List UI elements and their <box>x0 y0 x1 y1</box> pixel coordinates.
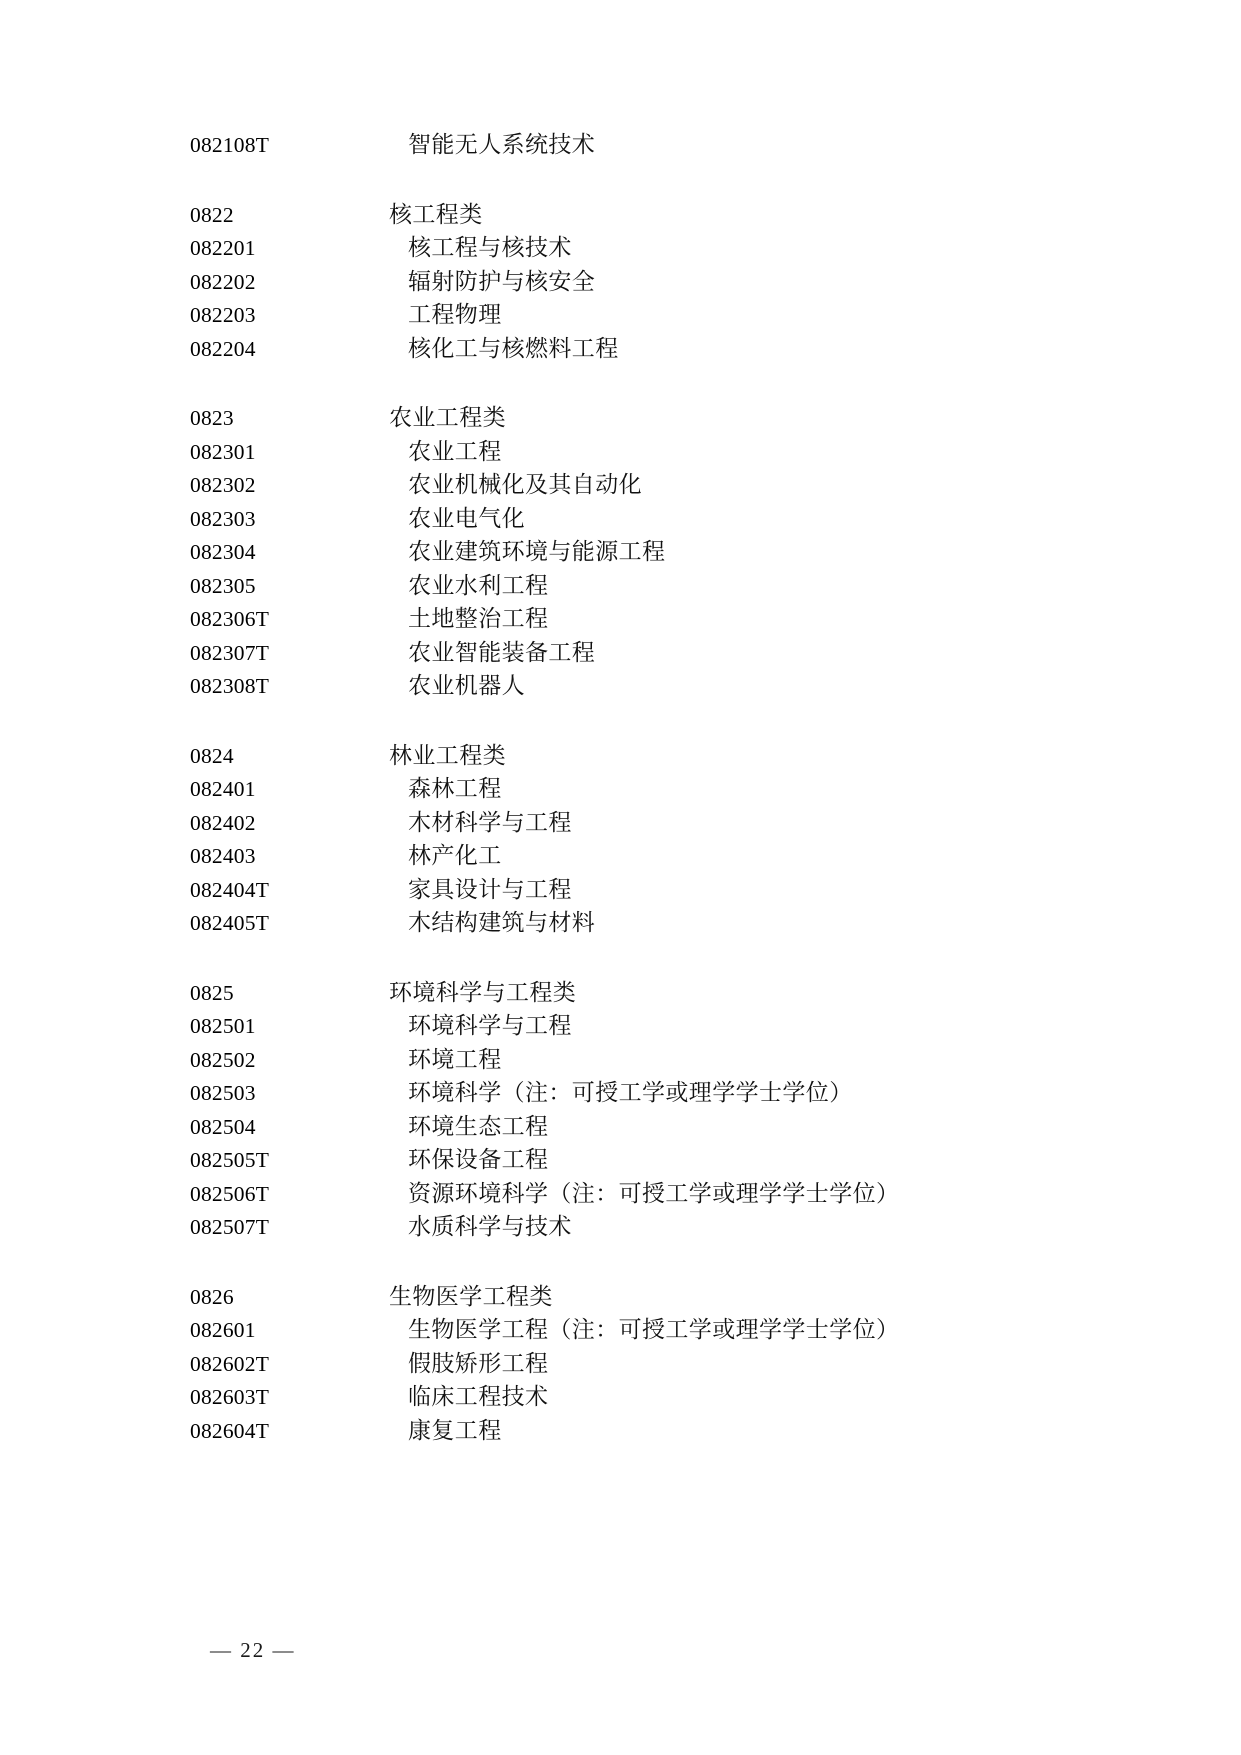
major-code: 082307T <box>190 640 270 665</box>
major-name: 农业机械化及其自动化 <box>408 472 642 498</box>
major-category-group <box>190 126 1090 160</box>
category-row <box>190 737 1090 771</box>
major-row <box>190 533 1090 567</box>
major-row <box>190 871 1090 905</box>
major-code: 082306T <box>190 607 270 631</box>
major-name: 森林工程 <box>408 776 502 802</box>
major-code: 082602T <box>190 1351 270 1376</box>
major-category-group <box>190 737 1090 938</box>
major-name: 林产化工 <box>408 843 502 869</box>
major-name: 农业智能装备工程 <box>408 639 596 666</box>
major-name: 环境科学与工程 <box>408 1013 572 1039</box>
major-code: 082504 <box>190 1114 256 1139</box>
major-category-group <box>190 196 1090 364</box>
major-row <box>190 837 1090 871</box>
major-category-group <box>190 1278 1090 1446</box>
major-name: 土地整治工程 <box>408 606 549 632</box>
major-row <box>190 1007 1090 1041</box>
major-row <box>190 433 1090 467</box>
category-code: 0822 <box>190 202 234 227</box>
major-code: 082501 <box>190 1014 256 1038</box>
major-row <box>190 229 1090 263</box>
major-name: 假肢矫形工程 <box>408 1350 549 1377</box>
major-name: 生物医学工程（注：可授工学或理学学士学位） <box>408 1317 900 1343</box>
major-row <box>190 600 1090 634</box>
major-name: 环保设备工程 <box>408 1147 549 1173</box>
major-row <box>190 1074 1090 1108</box>
major-row <box>190 1345 1090 1379</box>
major-name: 康复工程 <box>408 1417 502 1444</box>
major-row <box>190 466 1090 500</box>
major-name: 环境科学（注：可授工学或理学学士学位） <box>408 1080 853 1106</box>
major-code: 082201 <box>190 236 256 260</box>
major-code: 082308T <box>190 674 270 698</box>
major-row <box>190 567 1090 601</box>
major-row <box>190 126 1090 160</box>
major-code: 082603T <box>190 1385 270 1409</box>
major-name: 环境工程 <box>408 1046 502 1073</box>
major-code: 082506T <box>190 1181 270 1206</box>
major-code: 082507T <box>190 1215 270 1239</box>
page-footer <box>190 1638 1090 1663</box>
major-row <box>190 904 1090 938</box>
major-name: 智能无人系统技术 <box>408 132 596 158</box>
major-name: 资源环境科学（注：可授工学或理学学士学位） <box>408 1180 900 1207</box>
major-name: 农业电气化 <box>408 505 525 532</box>
category-code: 0824 <box>190 743 234 768</box>
major-name: 水质科学与技术 <box>408 1214 572 1240</box>
major-row <box>190 1041 1090 1075</box>
major-name: 农业建筑环境与能源工程 <box>408 539 666 565</box>
major-code: 082503 <box>190 1081 256 1105</box>
category-row <box>190 1278 1090 1312</box>
major-code: 082604T <box>190 1418 270 1443</box>
major-code: 082302 <box>190 473 256 497</box>
major-code: 082203 <box>190 303 256 327</box>
major-row <box>190 296 1090 330</box>
major-name: 工程物理 <box>408 302 502 328</box>
category-code: 0825 <box>190 980 234 1005</box>
major-row <box>190 1378 1090 1412</box>
page-number: — 22 — <box>210 1638 296 1662</box>
category-code: 0826 <box>190 1284 234 1309</box>
major-row <box>190 1208 1090 1242</box>
major-catalog-list <box>190 126 1090 1445</box>
major-row <box>190 634 1090 668</box>
major-code: 082204 <box>190 336 256 361</box>
major-name: 农业水利工程 <box>408 572 549 599</box>
major-row <box>190 263 1090 297</box>
major-row <box>190 1108 1090 1142</box>
major-name: 临床工程技术 <box>408 1384 549 1410</box>
major-code: 082403 <box>190 844 256 868</box>
major-code: 082402 <box>190 810 256 835</box>
major-code: 082601 <box>190 1318 256 1342</box>
major-code: 082303 <box>190 506 256 531</box>
major-name: 家具设计与工程 <box>408 876 572 903</box>
major-row <box>190 1141 1090 1175</box>
major-row <box>190 1311 1090 1345</box>
major-code: 082401 <box>190 777 256 801</box>
category-name: 生物医学工程类 <box>389 1283 553 1310</box>
major-name: 环境生态工程 <box>408 1113 549 1140</box>
major-name: 木结构建筑与材料 <box>408 910 596 936</box>
major-row <box>190 330 1090 364</box>
category-name: 环境科学与工程类 <box>389 979 577 1006</box>
major-name: 辐射防护与核安全 <box>408 268 596 295</box>
category-name: 核工程类 <box>389 201 483 228</box>
major-row <box>190 500 1090 534</box>
category-name: 农业工程类 <box>389 405 506 431</box>
category-row <box>190 196 1090 230</box>
major-name: 核工程与核技术 <box>408 235 572 261</box>
major-row <box>190 770 1090 804</box>
major-name: 木材科学与工程 <box>408 809 572 836</box>
major-code: 082505T <box>190 1148 270 1172</box>
major-row <box>190 1175 1090 1209</box>
major-row <box>190 667 1090 701</box>
category-row <box>190 399 1090 433</box>
major-name: 核化工与核燃料工程 <box>408 335 619 362</box>
major-code: 082301 <box>190 439 256 464</box>
major-row <box>190 1412 1090 1446</box>
major-code: 082108T <box>190 133 270 157</box>
category-code: 0823 <box>190 406 234 430</box>
major-row <box>190 804 1090 838</box>
major-code: 082305 <box>190 573 256 598</box>
major-category-group <box>190 974 1090 1242</box>
major-code: 082404T <box>190 877 270 902</box>
major-name: 农业工程 <box>408 438 502 465</box>
major-code: 082304 <box>190 540 256 564</box>
category-row <box>190 974 1090 1008</box>
major-code: 082502 <box>190 1047 256 1072</box>
category-name: 林业工程类 <box>389 742 506 769</box>
major-code: 082202 <box>190 269 256 294</box>
major-code: 082405T <box>190 911 270 935</box>
major-name: 农业机器人 <box>408 673 525 699</box>
major-category-group <box>190 399 1090 701</box>
